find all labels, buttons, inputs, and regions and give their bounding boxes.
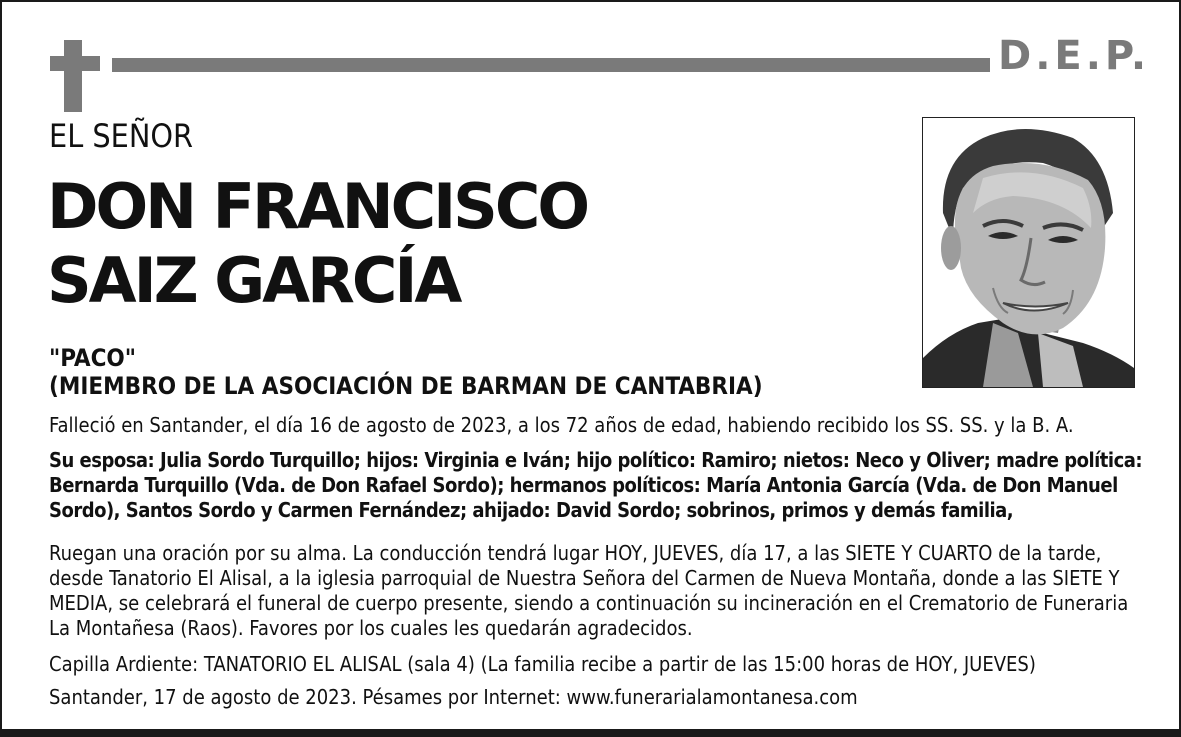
cross-icon xyxy=(64,40,82,112)
deceased-name xyxy=(47,170,587,318)
title-label: EL SEÑOR xyxy=(49,117,194,155)
death-paragraph: Falleció en Santander, el día 16 de agosto de 2023, a los 72 años de edad, habiendo recibido los SS. SS. y la B. A. xyxy=(49,413,1074,437)
association-note: (MIEMBRO DE LA ASOCIACIÓN DE BARMAN DE CANTABRIA) xyxy=(49,372,763,400)
chapel-paragraph: Capilla Ardiente: TANATORIO EL ALISAL (sala 4) (La familia recibe a partir de las 15:00 horas de HOY, JUEVES) xyxy=(49,652,1036,676)
header-rule xyxy=(112,58,990,72)
name-line-2: SAIZ GARCÍA xyxy=(47,244,460,317)
portrait-photo xyxy=(922,117,1135,388)
funeral-paragraph: Ruegan una oración por su alma. La conducción tendrá lugar HOY, JUEVES, día 17, a las SIETE Y CUARTO de la tarde, desde Tanatorio El Alisal, a la iglesia parroquial de Nuestra Señora del Carmen de Nueva Montaña, donde a las SIETE Y MEDIA, se celebrará el funeral de cuerpo presente, siendo a continuación su incineración en el Crematorio de Funeraria La Montañesa (Raos). Favores por los cuales les quedarán agradecidos. xyxy=(49,541,1129,640)
family-paragraph: Su esposa: Julia Sordo Turquillo; hijos: Virginia e Iván; hijo político: Ramiro; nietos: Neco y Oliver; madre política: Bernarda Turquillo (Vda. de Don Rafael Sordo); hermanos políticos: María Antonia García (Vda. de Don Manuel Sordo), Santos Sordo y Carmen Fernández; ahijado: David Sordo; sobrinos, primos y demás familia, xyxy=(49,448,1143,522)
name-line-1: DON FRANCISCO xyxy=(47,170,588,243)
cross-icon-bar xyxy=(50,56,100,71)
dep-label: D.E.P. xyxy=(998,33,1151,79)
nickname: "PACO" xyxy=(49,344,137,372)
footer-paragraph: Santander, 17 de agosto de 2023. Pésames por Internet: www.funerarialamontanesa.com xyxy=(49,685,858,709)
